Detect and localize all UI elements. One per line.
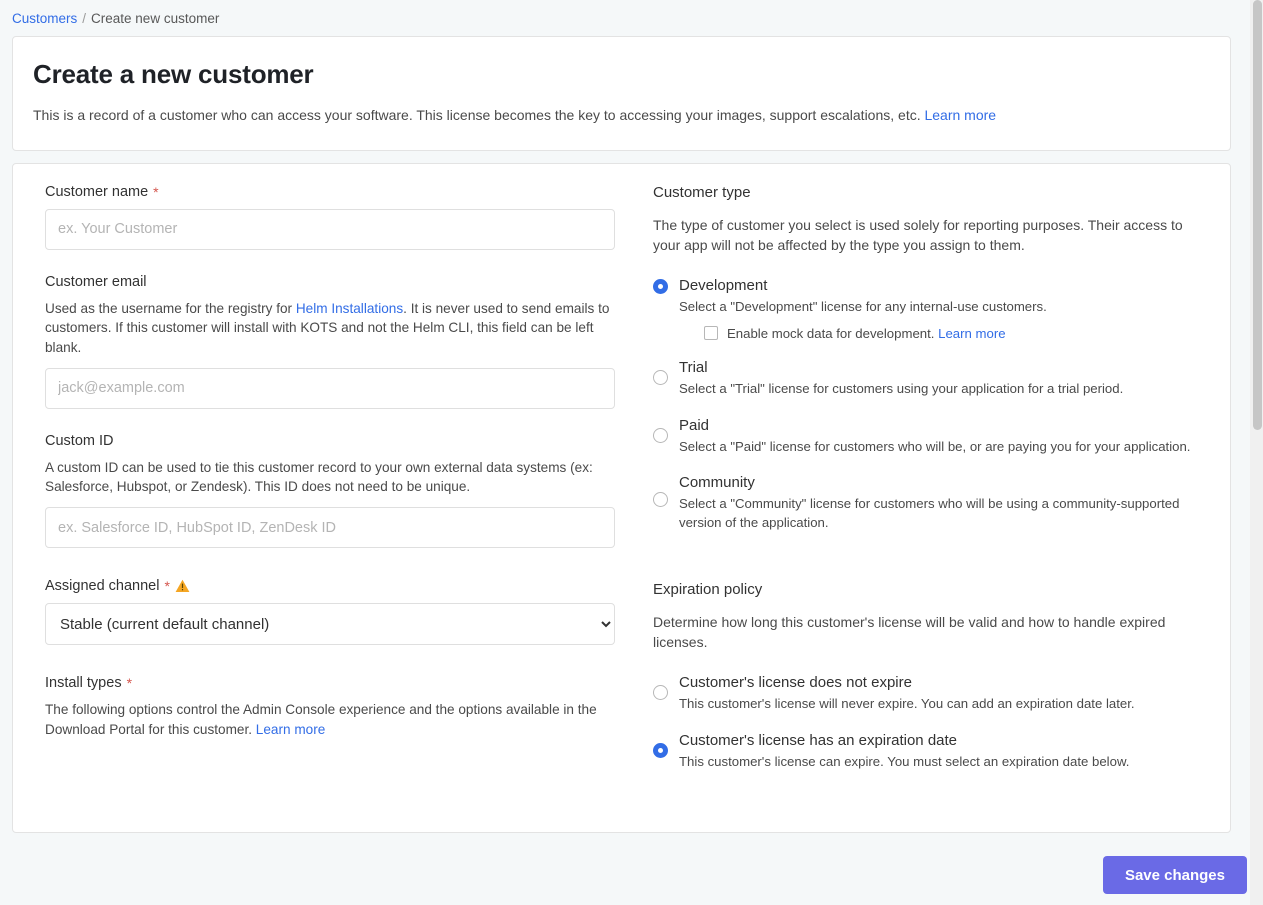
- custom-id-input[interactable]: [45, 507, 615, 548]
- assigned-channel-label-text: Assigned channel: [45, 578, 160, 595]
- scrollbar-thumb[interactable]: [1253, 0, 1262, 430]
- customer-email-label: [45, 274, 621, 290]
- custom-id-helper: A custom ID can be used to tie this customer record to your own external data systems (ex: Salesforce, Hubspot, or Zendesk). This ID does not need to be unique.: [45, 459, 593, 495]
- expiration-option-has-expire[interactable]: [653, 732, 1202, 772]
- radio-license-has-expire[interactable]: [653, 743, 668, 758]
- customer-email-label-text: Customer email: [45, 273, 147, 290]
- breadcrumb-separator: /: [82, 11, 87, 26]
- helm-installations-link[interactable]: Helm Installations: [295, 300, 404, 316]
- customer-type-option-community[interactable]: [653, 474, 1202, 532]
- page-title: Create a new customer: [33, 59, 314, 89]
- customer-type-community-title: Community: [679, 474, 755, 492]
- warning-triangle-icon: [175, 579, 190, 593]
- customer-type-option-paid[interactable]: [653, 417, 1202, 457]
- expiration-has-expire-title: Customer's license has an expiration date: [679, 732, 958, 750]
- mock-data-learn-more-link[interactable]: Learn more: [938, 325, 1006, 341]
- customer-type-paid-subtitle: Select a "Paid" license for customers who will be, or are paying you for your application.: [679, 438, 1191, 454]
- breadcrumb-current: Create new customer: [91, 11, 220, 26]
- form-right-column: [621, 164, 1230, 832]
- breadcrumb: [0, 0, 1263, 36]
- customer-type-title: Customer type: [653, 183, 751, 201]
- save-changes-button[interactable]: Save changes: [1103, 856, 1247, 894]
- install-types-helper-text: The following options control the Admin Console experience and the options available in the Download Portal for this customer.: [45, 702, 597, 737]
- install-types-label: [45, 675, 621, 691]
- customer-type-trial-subtitle: Select a "Trial" license for customers using your application for a trial period.: [679, 380, 1124, 396]
- enable-mock-data-label: Enable mock data for development.: [727, 325, 935, 341]
- expiration-has-expire-subtitle: This customer's license can expire. You must select an expiration date below.: [679, 754, 1130, 770]
- expiration-option-no-expire[interactable]: [653, 674, 1202, 714]
- customer-form-card: [12, 163, 1231, 833]
- assigned-channel-label: [45, 578, 621, 594]
- assigned-channel-required-marker: *: [164, 578, 170, 595]
- custom-id-label: [45, 433, 621, 449]
- customer-type-development-subtitle: Select a "Development" license for any internal-use customers.: [679, 299, 1047, 315]
- radio-community[interactable]: [653, 492, 668, 507]
- page-description-text: This is a record of a customer who can access your software. This license becomes the key to accessing your images, support escalations, etc.: [33, 107, 921, 123]
- expiration-no-expire-title: Customer's license does not expire: [679, 674, 912, 692]
- radio-development[interactable]: [653, 279, 668, 294]
- custom-id-label-text: Custom ID: [45, 432, 114, 449]
- install-types-label-text: Install types: [45, 675, 122, 692]
- customer-type-description: The type of customer you select is used solely for reporting purposes. Their access to your app will not be affected by the type you assign to them.: [653, 216, 1183, 253]
- customer-email-input[interactable]: [45, 368, 615, 409]
- radio-paid[interactable]: [653, 428, 668, 443]
- radio-trial[interactable]: [653, 370, 668, 385]
- customer-type-community-subtitle: Select a "Community" license for customers who will be using a community-supported version of the application.: [679, 496, 1180, 531]
- customer-name-label-text: Customer name: [45, 183, 149, 200]
- expiration-no-expire-subtitle: This customer's license will never expire. You can add an expiration date later.: [679, 696, 1135, 712]
- customer-email-helper-pre: Used as the username for the registry for: [45, 300, 296, 316]
- breadcrumb-customers-link[interactable]: Customers: [12, 11, 78, 26]
- customer-email-helper: [45, 299, 615, 358]
- enable-mock-data-checkbox[interactable]: [704, 326, 718, 340]
- header-learn-more-link[interactable]: Learn more: [924, 107, 997, 123]
- customer-name-label: [45, 184, 621, 200]
- customer-name-input[interactable]: [45, 209, 615, 250]
- customer-name-required-marker: *: [153, 183, 159, 200]
- customer-email-helper-post: . It is never used to send emails to customers. If this customer will install with KOTS and not the Helm CLI, this field can be left blank.: [45, 300, 610, 355]
- assigned-channel-select[interactable]: [45, 603, 615, 645]
- customer-type-option-development[interactable]: [653, 277, 1202, 341]
- expiration-policy-description: Determine how long this customer's license will be valid and how to handle expired licenses.: [653, 613, 1166, 651]
- page-description: [33, 106, 1210, 126]
- install-types-required-marker: *: [126, 675, 133, 692]
- page-header-card: [12, 36, 1231, 151]
- customer-type-option-trial[interactable]: [653, 359, 1202, 399]
- customer-type-paid-title: Paid: [679, 416, 710, 434]
- radio-license-no-expire[interactable]: [653, 685, 668, 700]
- form-left-column: [13, 164, 621, 832]
- expiration-policy-title: Expiration policy: [653, 580, 763, 598]
- form-footer: [0, 845, 1263, 905]
- customer-type-trial-title: Trial: [679, 358, 708, 376]
- install-types-learn-more-link[interactable]: Learn more: [255, 721, 326, 737]
- customer-type-development-title: Development: [679, 277, 768, 295]
- install-types-helper: [45, 700, 615, 739]
- enable-mock-data-row[interactable]: [704, 326, 1202, 341]
